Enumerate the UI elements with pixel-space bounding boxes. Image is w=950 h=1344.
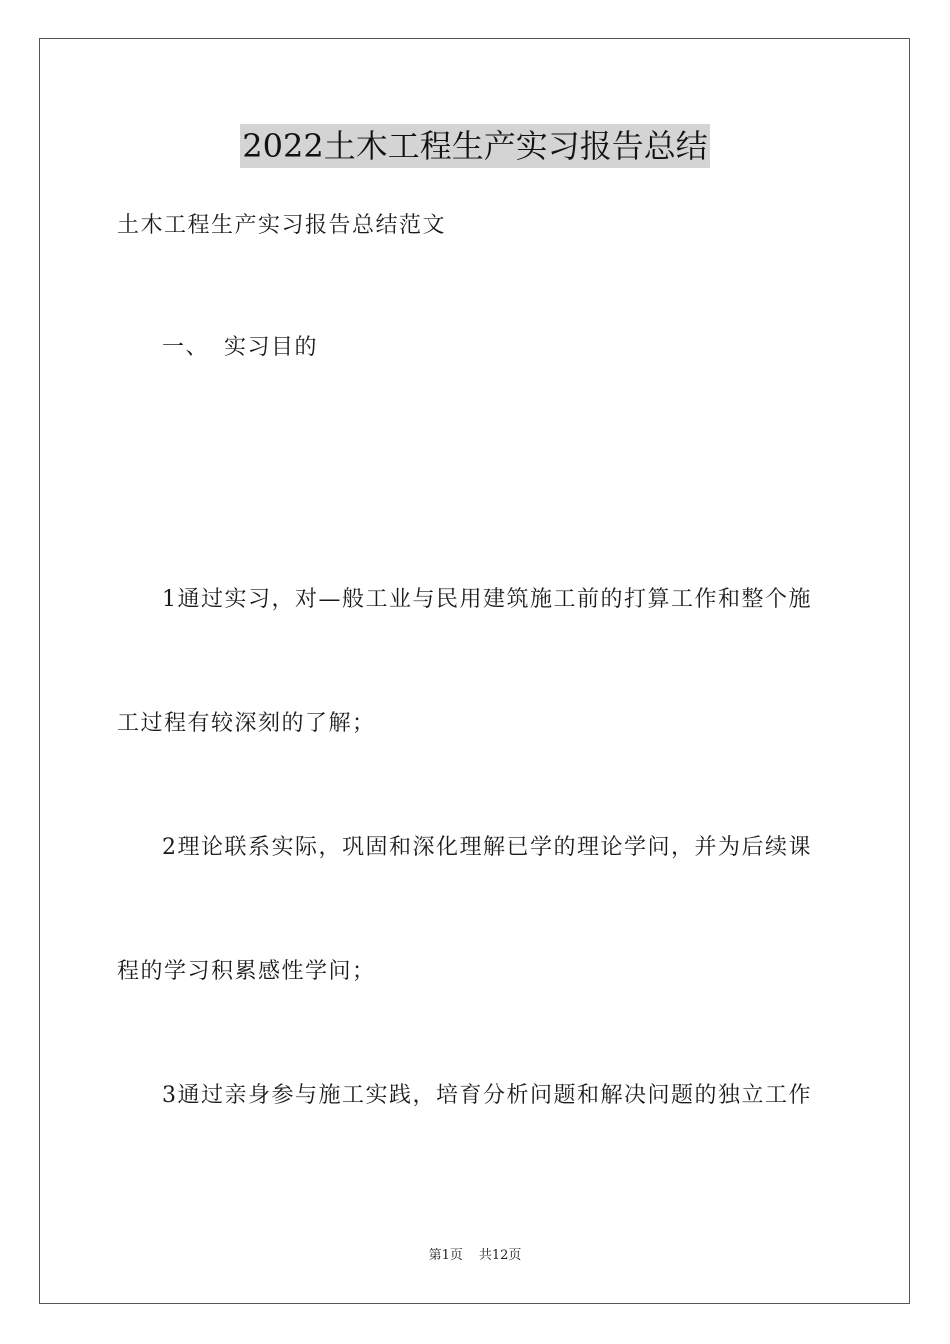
section-heading [162,333,318,363]
paragraph-line: 2理论联系实际，巩固和深化理解已学的理论学问，并为后续课 [162,835,812,860]
document-title-block [0,124,950,168]
document-title: 2022土木工程生产实习报告总结 [240,124,709,168]
paragraph-line: 1通过实习，对—般工业与民用建筑施工前的打算工作和整个施 [162,587,812,612]
section-number: 一、 [162,335,210,360]
page-footer [0,1247,950,1265]
paragraph-line: 3通过亲身参与施工实践，培育分析问题和解决问题的独立工作 [162,1083,812,1108]
page-number-current: 第1页 [428,1248,463,1263]
paragraph-line: 工过程有较深刻的了解； [117,711,376,736]
section-heading-text: 实习目的 [224,335,319,360]
paragraph-line: 程的学习积累感性学问； [117,959,376,984]
page-number-total: 共12页 [478,1248,522,1263]
document-subtitle: 土木工程生产实习报告总结范文 [117,213,447,238]
